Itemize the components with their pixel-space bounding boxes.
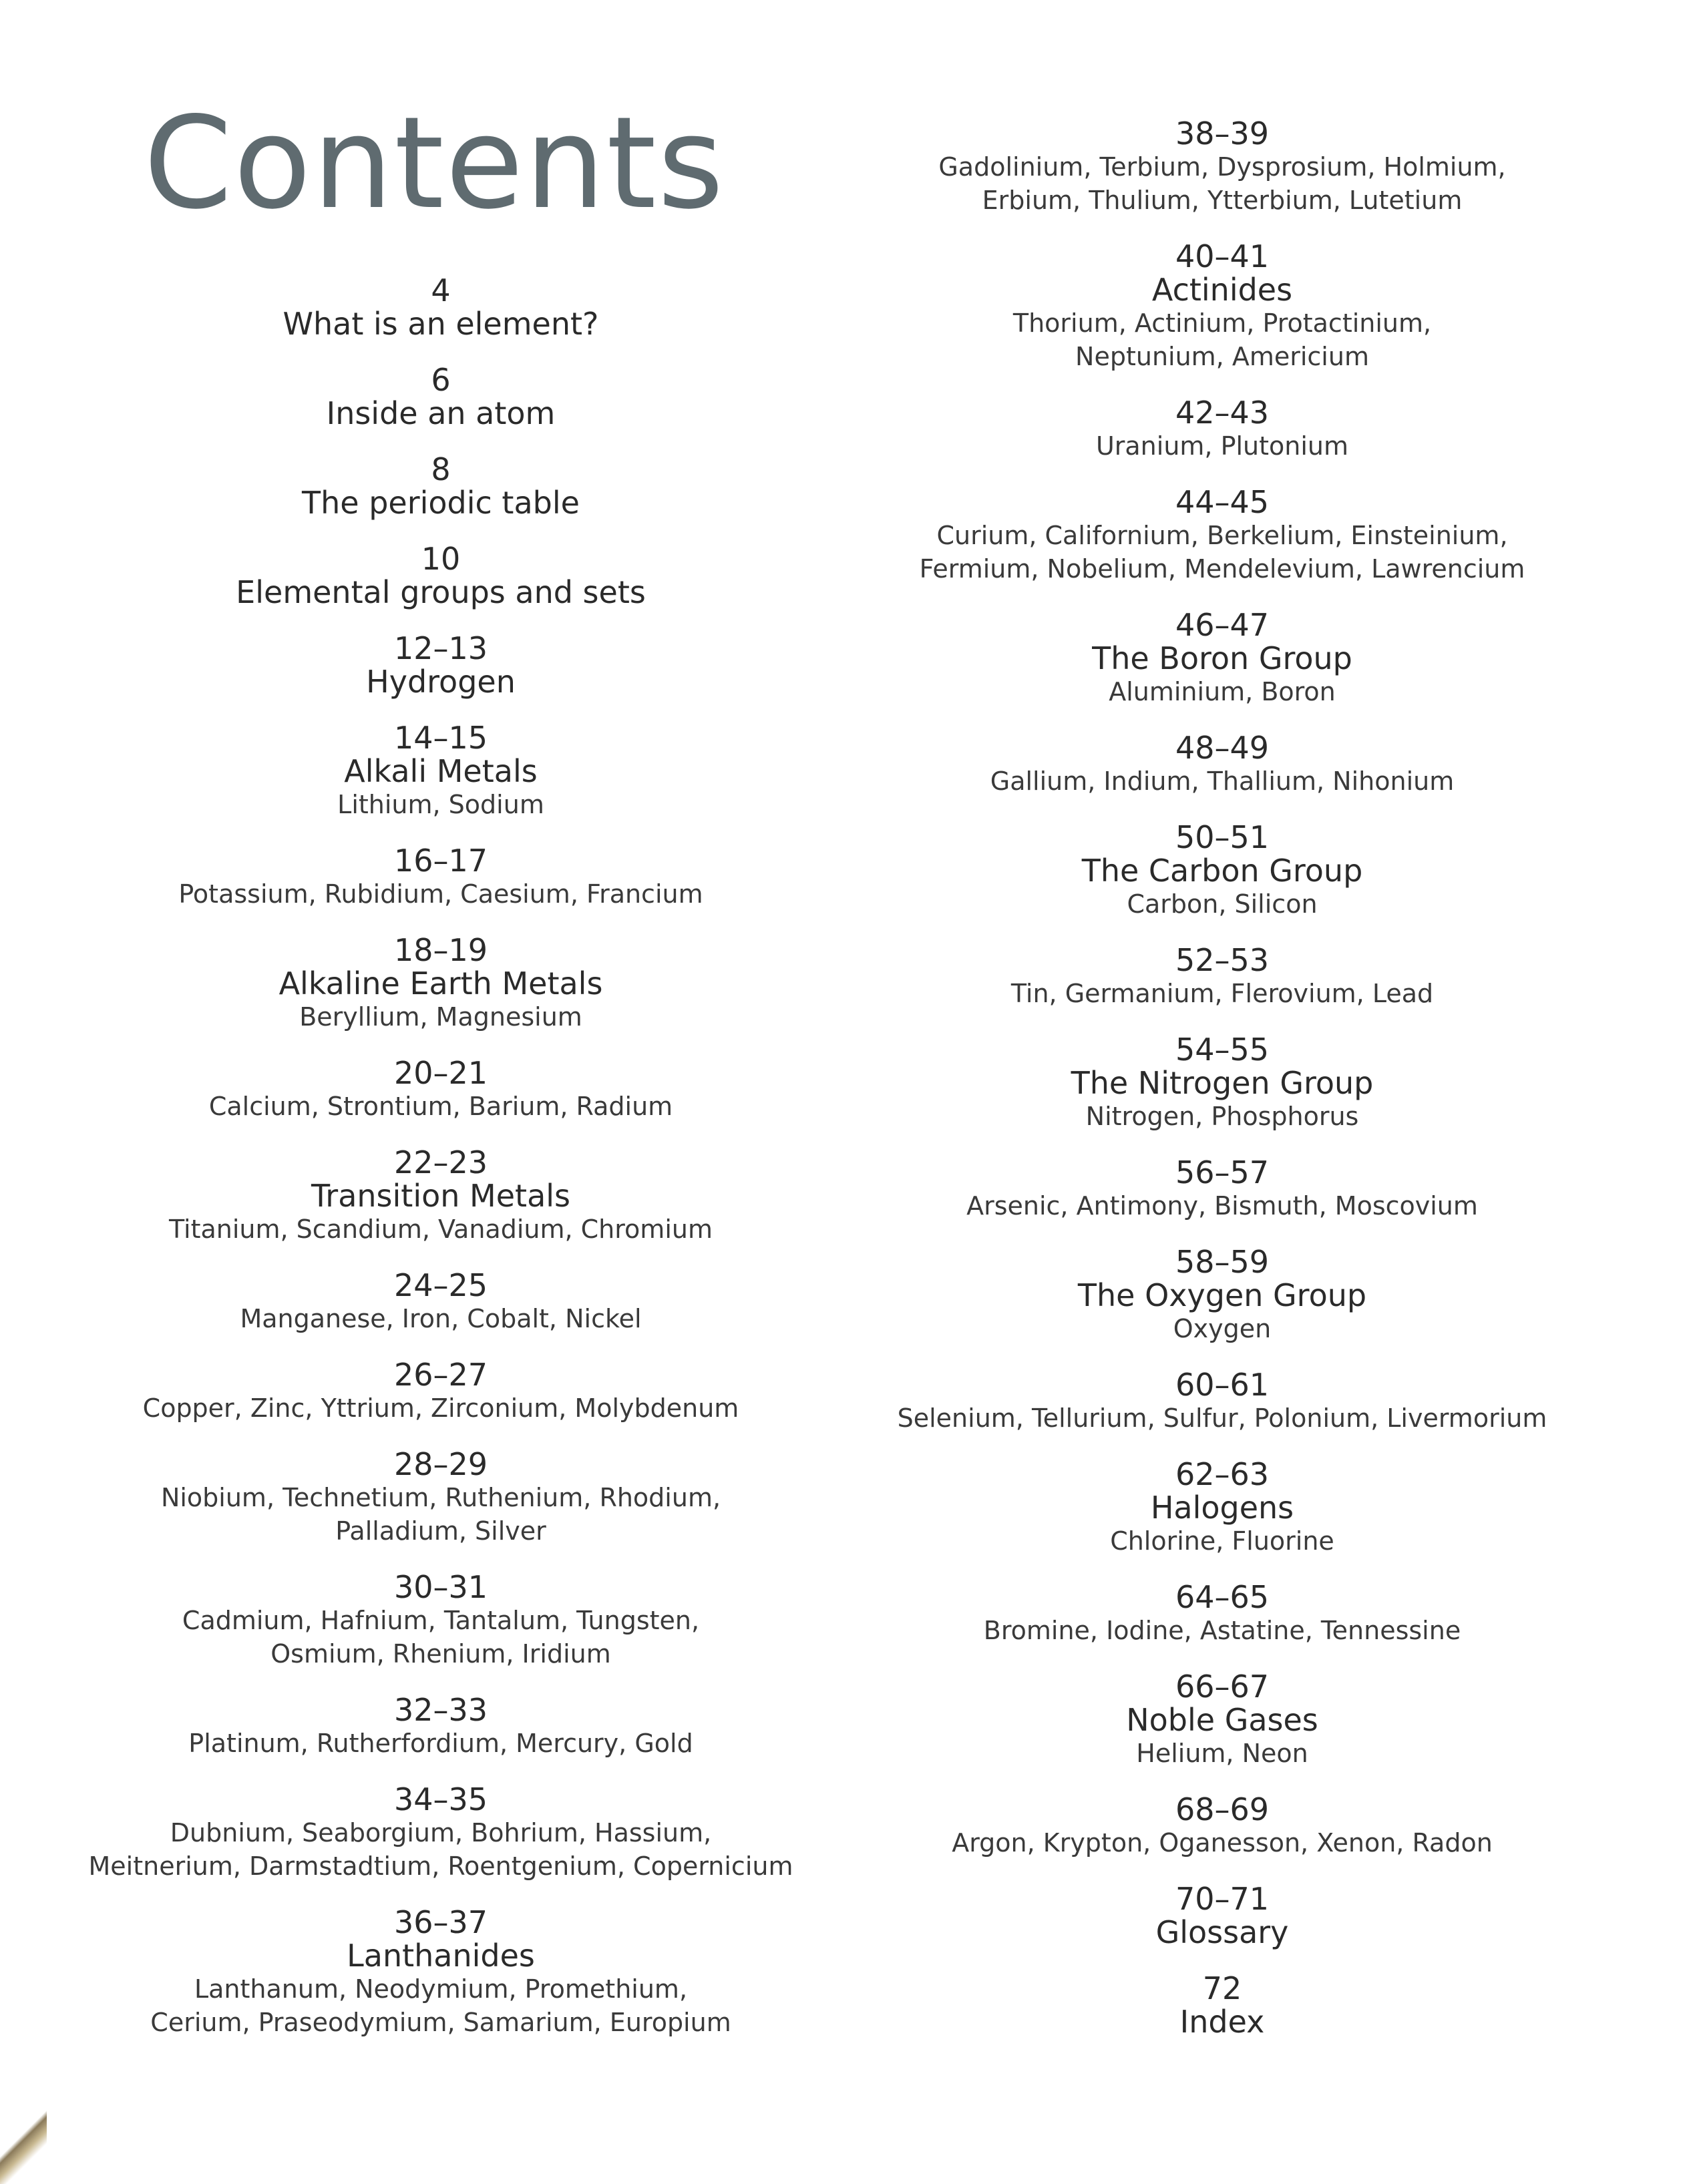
- toc-entry: [838, 1580, 1606, 1647]
- toc-entry: [40, 1056, 841, 1123]
- toc-entry: [838, 1882, 1606, 1949]
- toc-subtitle: Chlorine, Fluorine: [1110, 1526, 1334, 1556]
- toc-entry: [40, 363, 841, 430]
- toc-heading: Index: [1179, 2004, 1265, 2040]
- toc-page-number: 28–29: [393, 1446, 488, 1482]
- toc-entry: [838, 396, 1606, 463]
- toc-heading: The Boron Group: [1092, 640, 1352, 676]
- toc-page-number: 64–65: [1175, 1579, 1270, 1615]
- toc-subtitle: Oxygen: [1173, 1314, 1272, 1343]
- toc-subtitle: Curium, Californium, Berkelium, Einsteinium,: [936, 521, 1508, 550]
- toc-subtitle: Nitrogen, Phosphorus: [1085, 1102, 1359, 1131]
- toc-subtitle: Titanium, Scandium, Vanadium, Chromium: [169, 1215, 713, 1244]
- toc-entry: [838, 608, 1606, 708]
- toc-page-number: 6: [431, 362, 451, 398]
- toc-page-number: 34–35: [393, 1781, 488, 1817]
- toc-subtitle: Arsenic, Antimony, Bismuth, Moscovium: [966, 1191, 1478, 1221]
- toc-heading: Hydrogen: [366, 664, 516, 700]
- toc-subtitle: Cerium, Praseodymium, Samarium, Europium: [150, 2008, 731, 2037]
- toc-subtitle: Dubnium, Seaborgium, Bohrium, Hassium,: [170, 1818, 712, 1847]
- toc-subtitle: Niobium, Technetium, Ruthenium, Rhodium,: [160, 1483, 721, 1512]
- toc-entry: [838, 1368, 1606, 1435]
- toc-entry: [838, 1156, 1606, 1223]
- contents-right-column: [838, 117, 1606, 2061]
- toc-subtitle: Erbium, Thulium, Ytterbium, Lutetium: [982, 186, 1463, 215]
- toc-page-number: 16–17: [393, 843, 488, 879]
- toc-subtitle: Selenium, Tellurium, Sulfur, Polonium, Livermorium: [897, 1403, 1547, 1433]
- toc-page-number: 26–27: [393, 1357, 488, 1393]
- toc-subtitle: Manganese, Iron, Cobalt, Nickel: [240, 1304, 642, 1333]
- toc-page-number: 4: [431, 272, 451, 308]
- toc-subtitle: Lanthanum, Neodymium, Promethium,: [194, 1974, 688, 2004]
- toc-subtitle: Cadmium, Hafnium, Tantalum, Tungsten,: [182, 1606, 700, 1635]
- toc-entry: [40, 542, 841, 609]
- toc-entry: [838, 821, 1606, 921]
- toc-entry: [40, 632, 841, 698]
- toc-entry: [838, 1972, 1606, 2038]
- toc-subtitle: Uranium, Plutonium: [1095, 431, 1349, 461]
- toc-subtitle: Neptunium, Americium: [1075, 342, 1369, 371]
- toc-page-number: 24–25: [393, 1267, 488, 1303]
- toc-heading: What is an element?: [283, 306, 599, 342]
- toc-page-number: 12–13: [393, 630, 488, 666]
- toc-page-number: 62–63: [1175, 1456, 1270, 1492]
- toc-heading: Alkaline Earth Metals: [278, 965, 603, 1002]
- toc-heading: The Nitrogen Group: [1071, 1065, 1374, 1101]
- toc-subtitle: Gallium, Indium, Thallium, Nihonium: [990, 767, 1455, 796]
- toc-page-number: 44–45: [1175, 484, 1270, 520]
- toc-page-number: 36–37: [393, 1904, 488, 1940]
- toc-page-number: 20–21: [393, 1055, 488, 1091]
- toc-entry: [40, 844, 841, 911]
- toc-page-number: 38–39: [1175, 116, 1270, 152]
- toc-entry: [838, 240, 1606, 373]
- toc-page-number: 22–23: [393, 1144, 488, 1180]
- toc-page-number: 54–55: [1175, 1032, 1270, 1068]
- toc-heading: Inside an atom: [326, 395, 556, 431]
- toc-page-number: 32–33: [393, 1692, 488, 1728]
- toc-entry: [40, 1783, 841, 1883]
- toc-subtitle: Tin, Germanium, Flerovium, Lead: [1010, 979, 1434, 1008]
- page-title: Contents: [144, 89, 725, 237]
- toc-heading: Halogens: [1150, 1490, 1294, 1526]
- toc-entry: [40, 721, 841, 821]
- toc-subtitle: Fermium, Nobelium, Mendelevium, Lawrencium: [919, 554, 1525, 584]
- toc-entry: [40, 1906, 841, 2039]
- toc-heading: Glossary: [1155, 1914, 1289, 1950]
- toc-heading: The Carbon Group: [1081, 853, 1363, 889]
- toc-heading: The periodic table: [302, 485, 580, 521]
- toc-subtitle: Helium, Neon: [1136, 1739, 1308, 1768]
- toc-entry: [40, 1693, 841, 1760]
- toc-subtitle: Carbon, Silicon: [1127, 889, 1318, 919]
- toc-page-number: 42–43: [1175, 395, 1270, 431]
- toc-page-number: 48–49: [1175, 730, 1270, 766]
- page-corner-decoration: [0, 2097, 47, 2184]
- toc-entry: [40, 1269, 841, 1335]
- toc-subtitle: Beryllium, Magnesium: [299, 1002, 582, 1032]
- toc-heading: Noble Gases: [1126, 1702, 1318, 1738]
- toc-subtitle: Meitnerium, Darmstadtium, Roentgenium, Copernicium: [88, 1851, 793, 1881]
- toc-page-number: 40–41: [1175, 238, 1270, 274]
- contents-left-column: [40, 274, 841, 2062]
- toc-entry: [40, 1448, 841, 1548]
- toc-subtitle: Palladium, Silver: [335, 1516, 546, 1546]
- toc-subtitle: Aluminium, Boron: [1109, 677, 1336, 706]
- toc-subtitle: Calcium, Strontium, Barium, Radium: [208, 1092, 673, 1121]
- toc-heading: Elemental groups and sets: [236, 574, 646, 610]
- toc-entry: [838, 485, 1606, 586]
- toc-page-number: 14–15: [393, 720, 488, 756]
- toc-entry: [40, 274, 841, 341]
- toc-heading: The Oxygen Group: [1077, 1277, 1367, 1313]
- toc-entry: [838, 1033, 1606, 1133]
- toc-heading: Actinides: [1151, 272, 1293, 308]
- toc-entry: [40, 1358, 841, 1425]
- toc-subtitle: Argon, Krypton, Oganesson, Xenon, Radon: [952, 1828, 1493, 1858]
- toc-entry: [838, 1458, 1606, 1558]
- toc-entry: [838, 731, 1606, 798]
- toc-page-number: 58–59: [1175, 1244, 1270, 1280]
- toc-entry: [40, 1570, 841, 1671]
- toc-page-number: 56–57: [1175, 1154, 1270, 1190]
- toc-subtitle: Thorium, Actinium, Protactinium,: [1012, 308, 1432, 338]
- toc-subtitle: Bromine, Iodine, Astatine, Tennessine: [983, 1616, 1461, 1645]
- toc-page-number: 10: [421, 541, 461, 577]
- toc-page-number: 50–51: [1175, 819, 1270, 855]
- toc-page-number: 8: [431, 451, 451, 487]
- toc-page-number: 66–67: [1175, 1669, 1270, 1705]
- toc-entry: [838, 1245, 1606, 1345]
- toc-entry: [838, 943, 1606, 1010]
- toc-page-number: 18–19: [393, 932, 488, 968]
- toc-subtitle: Lithium, Sodium: [337, 790, 544, 819]
- toc-page-number: 30–31: [393, 1569, 488, 1605]
- toc-subtitle: Osmium, Rhenium, Iridium: [270, 1639, 611, 1669]
- toc-heading: Alkali Metals: [344, 753, 538, 789]
- toc-page-number: 68–69: [1175, 1791, 1270, 1827]
- toc-entry: [838, 1670, 1606, 1770]
- toc-page-number: 72: [1202, 1970, 1242, 2006]
- toc-entry: [40, 1146, 841, 1246]
- toc-heading: Lanthanides: [347, 1938, 535, 1974]
- toc-page-number: 46–47: [1175, 607, 1270, 643]
- toc-page-number: 70–71: [1175, 1881, 1270, 1917]
- toc-page-number: 60–61: [1175, 1367, 1270, 1403]
- toc-subtitle: Platinum, Rutherfordium, Mercury, Gold: [188, 1729, 693, 1758]
- toc-entry: [838, 1793, 1606, 1860]
- toc-entry: [838, 117, 1606, 217]
- toc-heading: Transition Metals: [311, 1178, 571, 1214]
- toc-subtitle: Potassium, Rubidium, Caesium, Francium: [178, 879, 703, 909]
- toc-entry: [40, 453, 841, 519]
- toc-subtitle: Copper, Zinc, Yttrium, Zirconium, Molybdenum: [142, 1393, 739, 1423]
- toc-entry: [40, 933, 841, 1034]
- toc-subtitle: Gadolinium, Terbium, Dysprosium, Holmium,: [938, 152, 1506, 182]
- toc-page-number: 52–53: [1175, 942, 1270, 978]
